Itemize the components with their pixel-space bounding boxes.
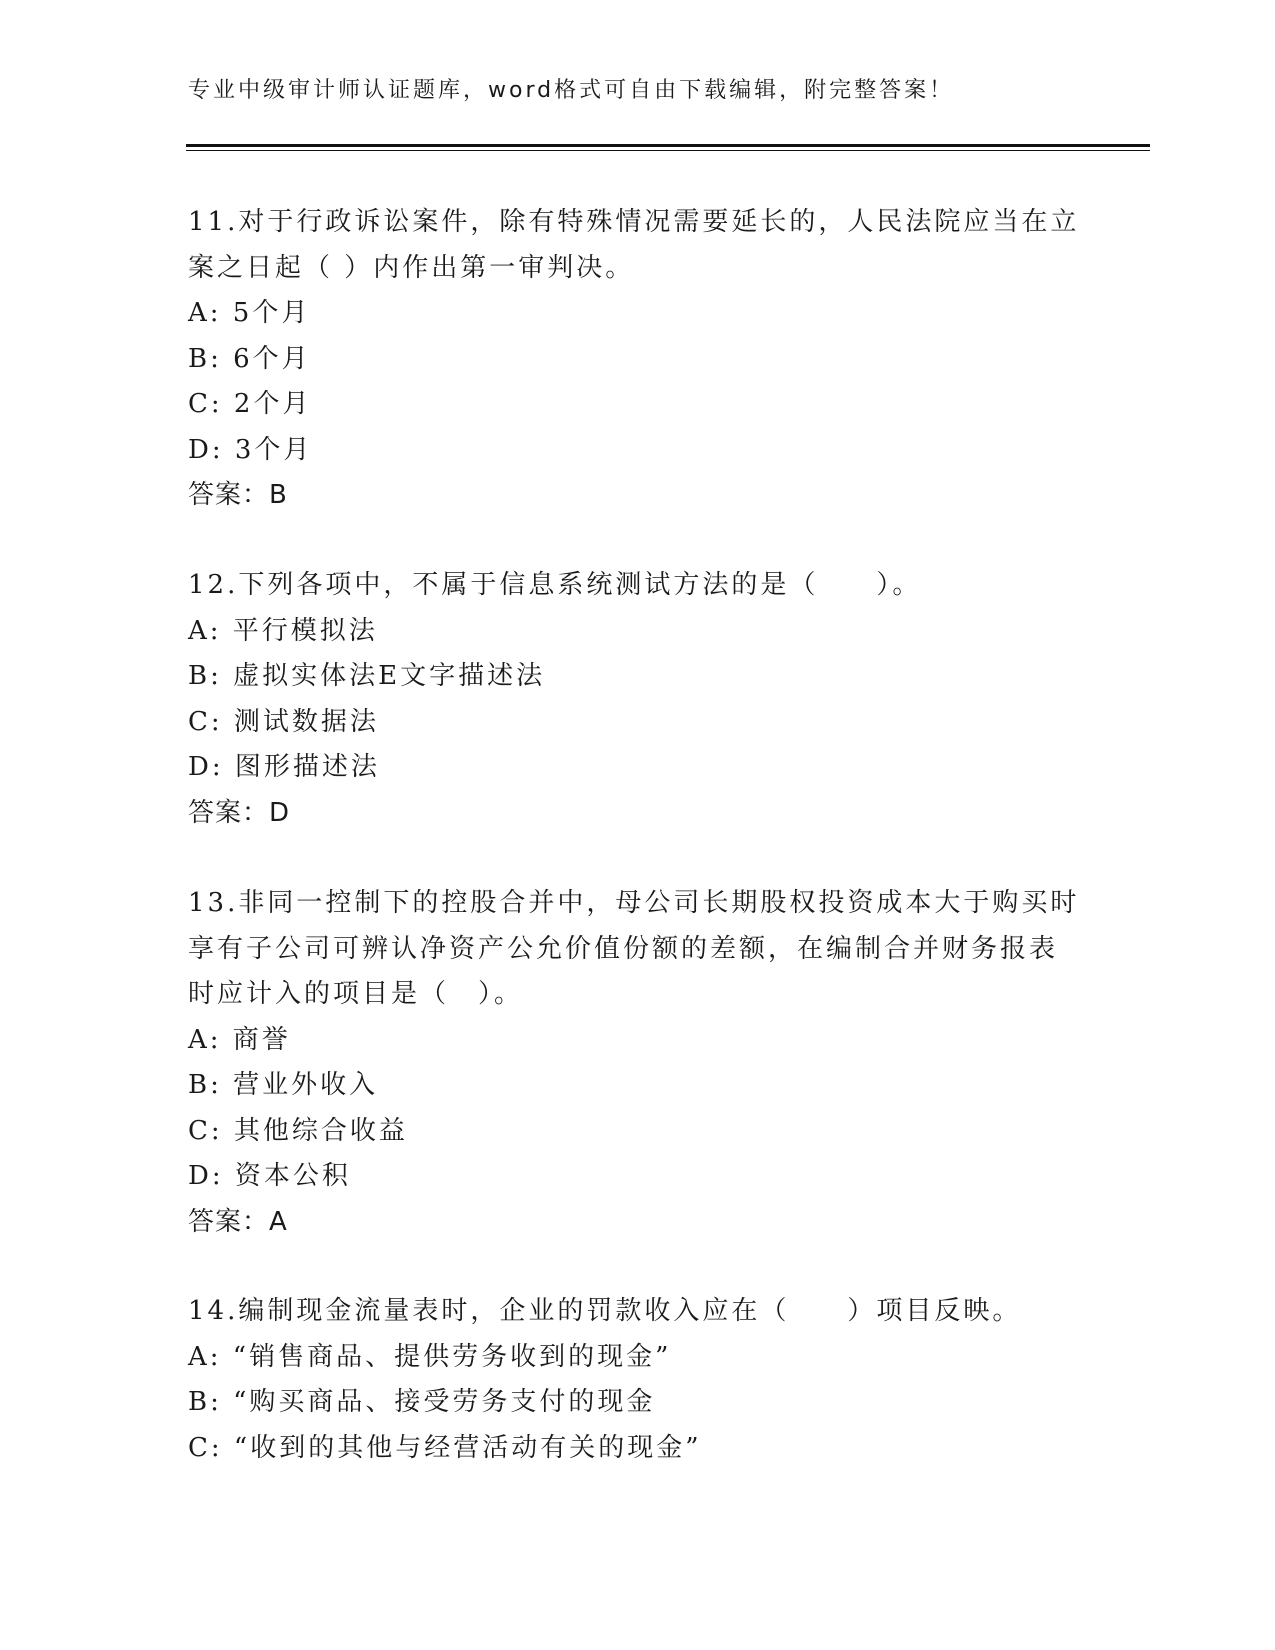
option-d: D: 资本公积 [188,1161,351,1191]
option-b: B: 6个月 [188,343,311,374]
page-header: 专业中级审计师认证题库，word格式可自由下载编辑，附完整答案！ [188,78,955,103]
option-b: B: “购买商品、接受劳务支付的现金 [188,1387,656,1417]
question-stem-line: 14.编制现金流量表时，企业的罚款收入应在（ ）项目反映。 [188,1296,1022,1326]
option-d: D: 图形描述法 [188,752,380,782]
option-c: C: 2个月 [188,389,312,419]
header-rule-thin [186,150,1150,151]
question-stem-line: 11.对于行政诉讼案件，除有特殊情况需要延长的，人民法院应当在立 [188,207,1080,237]
option-c: C: 其他综合收益 [188,1115,408,1146]
option-a: A: 商誉 [188,1024,291,1055]
option-a: A: 平行模拟法 [188,615,378,646]
question-stem-line: 时应计入的项目是（ ）。 [188,979,524,1009]
answer-line: 答案：B [188,480,288,510]
option-b: B: 营业外收入 [188,1070,379,1100]
question-13 [188,881,1088,1245]
question-stem-line: 13.非同一控制下的控股合并中，母公司长期股权投资成本大于购买时 [188,888,1080,918]
option-a: A: “销售商品、提供劳务收到的现金” [188,1341,672,1372]
question-14 [188,1289,1088,1471]
question-stem-line: 享有子公司可辨认净资产公允价值份额的差额，在编制合并财务报表 [188,933,1059,964]
option-a: A: 5个月 [188,298,311,328]
question-stem-line: 案之日起（ ）内作出第一审判决。 [188,252,635,283]
question-11 [188,200,1088,519]
option-c: C: 测试数据法 [188,706,379,737]
option-b: B: 虚拟实体法E文字描述法 [188,661,546,691]
option-d: D: 3个月 [188,434,313,465]
question-stem-line: 12.下列各项中，不属于信息系统测试方法的是（ ）。 [188,570,922,600]
answer-line: 答案：D [188,797,291,828]
header-rule-thick [186,144,1150,147]
question-12 [188,563,1088,836]
answer-line: 答案：A [188,1206,288,1237]
option-c: C: “收到的其他与经营活动有关的现金” [188,1432,702,1463]
